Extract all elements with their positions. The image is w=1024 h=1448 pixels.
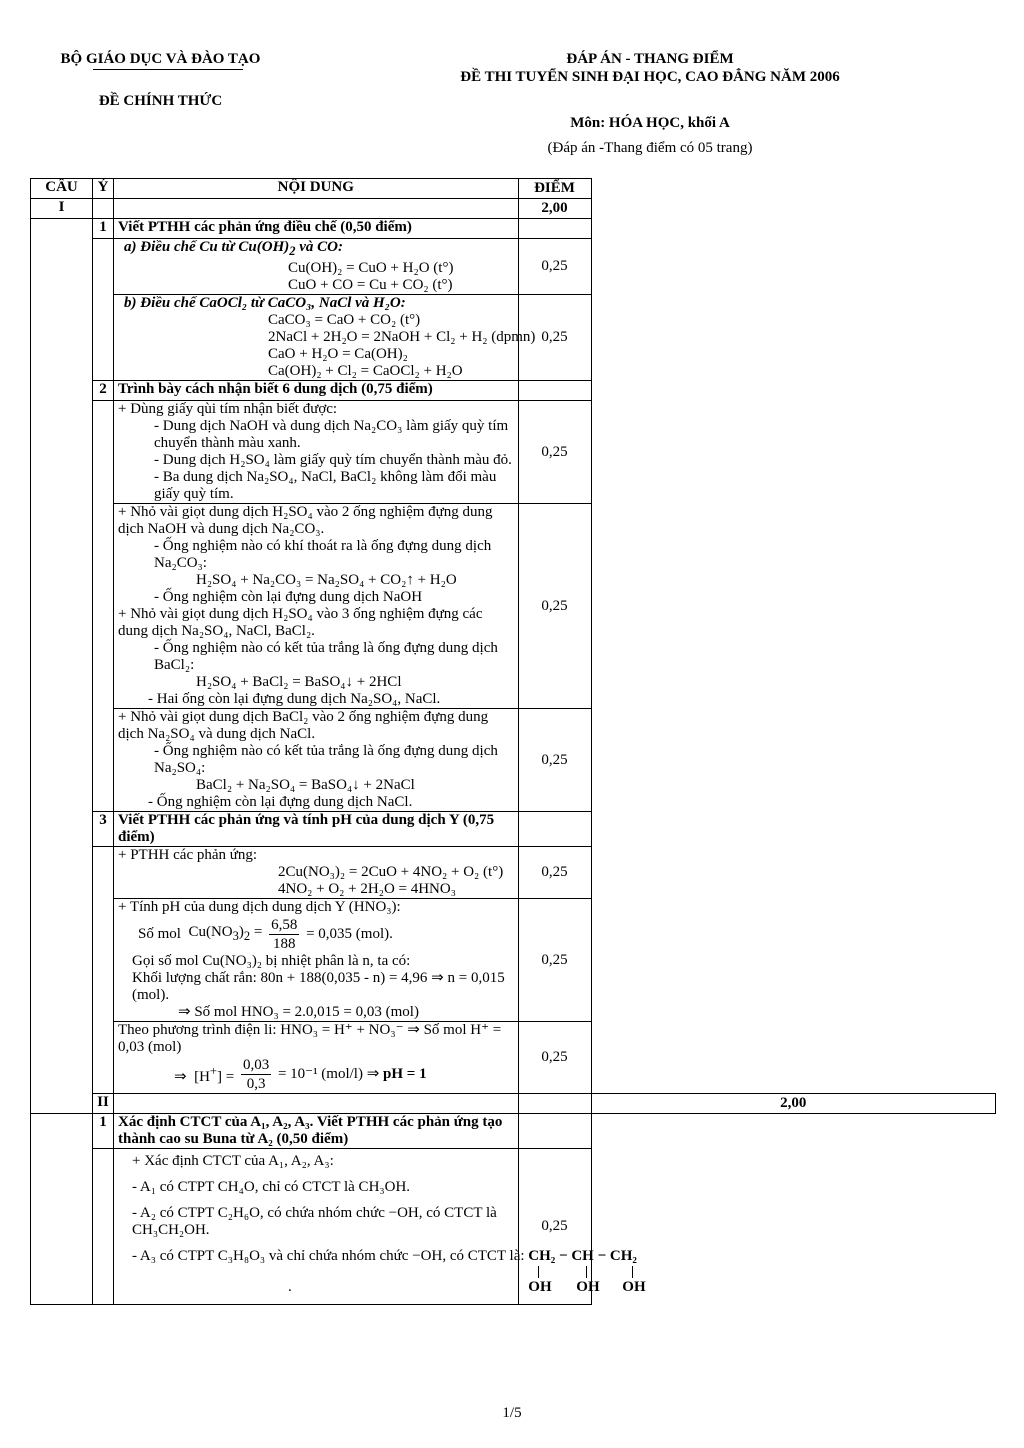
answer-row — [31, 1149, 996, 1305]
text-line: - Ống nghiệm nào có khí thoát ra là ống đựng dung dịch Na₂CO₃: — [154, 538, 492, 571]
answer-row — [31, 899, 996, 1022]
text-line: - Ba dung dịch Na₂SO₄, NaCl, BaCl₂ không làm đổi màu giấy quỳ tím. — [154, 469, 497, 502]
text-line: Gọi số mol Cu(NO₃)₂ bị nhiệt phân là n, ta có: — [132, 953, 411, 969]
text-line: Theo phương trình điện li: HNO₃ = H⁺ + NO₃⁻ ⇒ Số mol H⁺ = 0,03 (mol) — [118, 1022, 502, 1055]
col-header-cau: CÂU — [31, 179, 93, 199]
answer-content — [114, 401, 519, 504]
question-score: 2,00 — [518, 199, 591, 219]
oh-group: OH — [622, 1279, 646, 1295]
empty-cell — [31, 1114, 93, 1305]
part-header-row — [31, 812, 996, 847]
equation-line: BaCl₂ + Na₂SO₄ = BaSO₄↓ + 2NaCl — [196, 777, 415, 793]
chain-group: CH — [571, 1248, 594, 1264]
answer-score: 0,25 — [518, 504, 591, 709]
ministry-name: BỘ GIÁO DỤC VÀ ĐÀO TẠO — [60, 51, 261, 67]
part-header-row — [31, 219, 996, 239]
part-title: Xác định CTCT của A₁, A₂, A₃. Viết PTHH các phản ứng tạo thành cao su Buna từ A₂ (0,50 điểm) — [114, 1114, 519, 1149]
answer-content — [114, 899, 519, 1022]
part-header-row — [31, 1114, 996, 1149]
col-header-y: Ý — [93, 179, 114, 199]
answer-content — [114, 239, 519, 295]
a3-text: - A₃ có CTPT C₃H₈O₃ và chỉ chứa nhóm chức −OH, có CTCT là: — [132, 1248, 525, 1264]
question-row-1 — [31, 199, 996, 219]
part-title: Viết PTHH các phản ứng và tính pH của dung dịch Y (0,75 điểm) — [114, 812, 519, 847]
header-underline — [93, 69, 243, 70]
document-title — [390, 50, 910, 86]
part-number: 2 — [93, 381, 114, 401]
answer-score: 0,25 — [518, 709, 591, 812]
text-line: + Nhỏ vài giọt dung dịch H₂SO₄ vào 2 ống nghiệm đựng dung dịch NaOH và dung dịch Na₂CO₃. — [118, 504, 493, 537]
part-title: Viết PTHH các phản ứng điều chế (0,50 điểm) — [114, 219, 519, 239]
answer-score: 0,25 — [518, 295, 591, 381]
mol-label: Số mol — [138, 926, 181, 942]
text-line: + Dùng giấy qùi tím nhận biết được: — [118, 401, 338, 417]
answer-row — [31, 1022, 996, 1094]
answer-row — [31, 295, 996, 381]
carbon-chain: CH₂ − CH − CH₂ — [528, 1248, 637, 1264]
chain-group: CH₂ — [609, 1248, 637, 1264]
answer-score: 0,25 — [518, 401, 591, 504]
result: = 10⁻¹ (mol/l) ⇒ — [277, 1066, 380, 1082]
answer-score: 0,25 — [518, 1022, 591, 1094]
stray-dot: . — [288, 1279, 292, 1295]
fraction — [269, 916, 299, 953]
denominator: 0,3 — [246, 1076, 266, 1092]
answer-row — [31, 239, 996, 295]
text-line — [118, 1248, 646, 1296]
question-label: I — [31, 199, 93, 219]
empty-cell — [518, 1094, 591, 1114]
text-line: + Nhỏ vài giọt dung dịch BaCl₂ vào 2 ống nghiệm đựng dung dịch Na₂SO₄ và dung dịch NaCl. — [118, 709, 489, 742]
equation-2: 2NaCl + 2H₂O = 2NaOH + Cl₂ + H₂ (dpmn) — [268, 329, 536, 345]
page-number: 1/5 — [502, 1405, 522, 1421]
text-line: Khối lượng chất rắn: 80n + 188(0,035 - n) = 4,96 ⇒ n = 0,015 (mol). — [132, 970, 505, 1003]
title-line-2: ĐỀ THI TUYỂN SINH ĐẠI HỌC, CAO ĐẲNG NĂM 2006 — [460, 69, 840, 85]
result: = 0,035 (mol). — [306, 926, 393, 942]
mol-calculation — [118, 916, 514, 953]
subpart-title: b) Điều chế CaOCl₂ từ CaCO₃, NaCl và H₂O: — [124, 295, 406, 311]
answer-content — [114, 709, 519, 812]
equation-1: 2Cu(NO₃)₂ = 2CuO + 4NO₂ + O₂ (t°) — [278, 864, 504, 880]
answer-content — [114, 847, 519, 899]
text-line: - A₁ có CTPT CH₄O, chỉ có CTCT là CH₃OH. — [132, 1179, 411, 1195]
empty-cell — [114, 199, 519, 219]
bond — [586, 1266, 587, 1278]
formula: $Cu(NO_3)_2$ = — [184, 924, 263, 943]
formula: ⇒ [H+] = — [174, 1064, 235, 1085]
text-line: - Ống nghiệm còn lại đựng dung dịch NaCl. — [148, 794, 413, 810]
equation-block — [118, 312, 536, 380]
empty-cell — [518, 812, 591, 847]
subpart-title: a) Điều chế Cu từ $Cu(OH)_2$ và CO: — [124, 239, 343, 258]
part-title: Trình bày cách nhận biết 6 dung dịch (0,75 điểm) — [114, 381, 519, 401]
text-line: + Tính pH của dung dịch dung dịch Y (HNO₃): — [118, 899, 401, 915]
equation-1: CaCO₃ = CaO + CO₂ (t°) — [268, 312, 421, 328]
answer-row — [31, 401, 996, 504]
glycerol-structure — [528, 1248, 646, 1296]
text-line: - Ống nghiệm nào có kết tủa trắng là ống đựng dung dịch Na₂SO₄: — [154, 743, 498, 776]
question-label: II — [93, 1094, 114, 1114]
ph-calculation — [118, 1056, 514, 1093]
equation-3: CaO + H₂O = Ca(OH)₂ — [268, 346, 408, 362]
text-line: + Nhỏ vài giọt dung dịch H₂SO₄ vào 3 ống nghiệm đựng các dung dịch Na₂SO₄, NaCl, BaCl₂. — [118, 606, 483, 639]
text-line: - Hai ống còn lại đựng dung dịch Na₂SO₄, NaCl. — [148, 691, 441, 707]
ph-result: pH = 1 — [383, 1066, 427, 1082]
text-line: - Dung dịch H₂SO₄ làm giấy quỳ tím chuyển thành màu đỏ. — [154, 452, 512, 468]
equation-line: H₂SO₄ + Na₂CO₃ = Na₂SO₄ + CO₂↑ + H₂O — [196, 572, 457, 588]
answer-row — [31, 847, 996, 899]
col-header-score: ĐIỂM — [518, 179, 591, 199]
answer-score: 0,25 — [518, 239, 591, 295]
part-number: 1 — [93, 219, 114, 239]
col-header-content: NỘI DUNG — [114, 179, 519, 199]
part-header-row — [31, 381, 996, 401]
text-line: - Ống nghiệm còn lại đựng dung dịch NaOH — [154, 589, 423, 605]
text-line: + PTHH các phản ứng: — [118, 847, 258, 863]
equation-4: Ca(OH)₂ + Cl₂ = CaOCl₂ + H₂O — [268, 363, 463, 379]
empty-cell — [93, 239, 114, 381]
question-score: 2,00 — [591, 1094, 996, 1114]
text-line: - Dung dịch NaOH và dung dịch Na₂CO₃ làm giấy quỳ tím chuyển thành màu xanh. — [154, 418, 509, 451]
text-line: - Ống nghiệm nào có kết tủa trắng là ống đựng dung dịch BaCl₂: — [154, 640, 498, 673]
title-line-1: ĐÁP ÁN - THANG ĐIỂM — [566, 51, 734, 67]
answer-score: 0,25 — [518, 1149, 591, 1305]
empty-cell — [93, 847, 114, 1094]
empty-cell — [93, 1149, 114, 1305]
bond-lines — [528, 1265, 637, 1279]
subject-line: Môn: HÓA HỌC, khối A — [570, 115, 730, 131]
answer-content — [114, 1022, 519, 1094]
equation-block — [118, 864, 514, 898]
table-header-row — [31, 179, 996, 199]
text-line: - A₂ có CTPT C₂H₆O, có chứa nhóm chức −OH, có CTCT là CH₃CH₂OH. — [132, 1205, 497, 1238]
part-number: 3 — [93, 812, 114, 847]
equation-2: 4NO₂ + O₂ + 2H₂O = 4HNO₃ — [278, 881, 456, 897]
answer-score: 0,25 — [518, 899, 591, 1022]
oh-group: OH — [528, 1279, 552, 1295]
fraction — [241, 1056, 271, 1093]
text-line: ⇒ Số mol HNO₃ = 2.0,015 = 0,03 (mol) — [178, 1004, 419, 1020]
ministry-header — [38, 50, 283, 110]
empty-cell — [518, 381, 591, 401]
hydroxyl-groups — [528, 1279, 646, 1296]
part-number: 1 — [93, 1114, 114, 1149]
question-row-2 — [31, 1094, 996, 1114]
equation-1: Cu(OH)₂ = CuO + H₂O (t°) — [288, 260, 454, 276]
numerator: 6,58 — [271, 917, 298, 933]
oh-group: OH — [576, 1279, 600, 1295]
page-count-note: (Đáp án -Thang điểm có 05 trang) — [547, 140, 753, 156]
answer-table — [30, 178, 996, 1305]
empty-cell — [518, 219, 591, 239]
bond — [538, 1266, 539, 1278]
bond — [632, 1266, 633, 1278]
official-label: ĐỀ CHÍNH THỨC — [98, 93, 223, 109]
text-line: + Xác định CTCT của A₁, A₂, A₃: — [132, 1153, 334, 1169]
chain-group: CH₂ — [528, 1248, 556, 1264]
empty-cell — [93, 199, 114, 219]
denominator: 188 — [272, 936, 296, 952]
answer-row — [31, 709, 996, 812]
answer-score: 0,25 — [518, 847, 591, 899]
empty-cell — [31, 219, 93, 1114]
equation-2: CuO + CO = Cu + CO₂ (t°) — [288, 277, 453, 293]
numerator: 0,03 — [242, 1057, 270, 1073]
answer-content — [114, 504, 519, 709]
empty-cell — [114, 1094, 519, 1114]
equation-line: H₂SO₄ + BaCl₂ = BaSO₄↓ + 2HCl — [196, 674, 402, 690]
equation-block — [118, 260, 514, 294]
empty-cell — [518, 1114, 591, 1149]
answer-content — [114, 295, 536, 381]
empty-cell — [93, 401, 114, 812]
answer-row — [31, 504, 996, 709]
